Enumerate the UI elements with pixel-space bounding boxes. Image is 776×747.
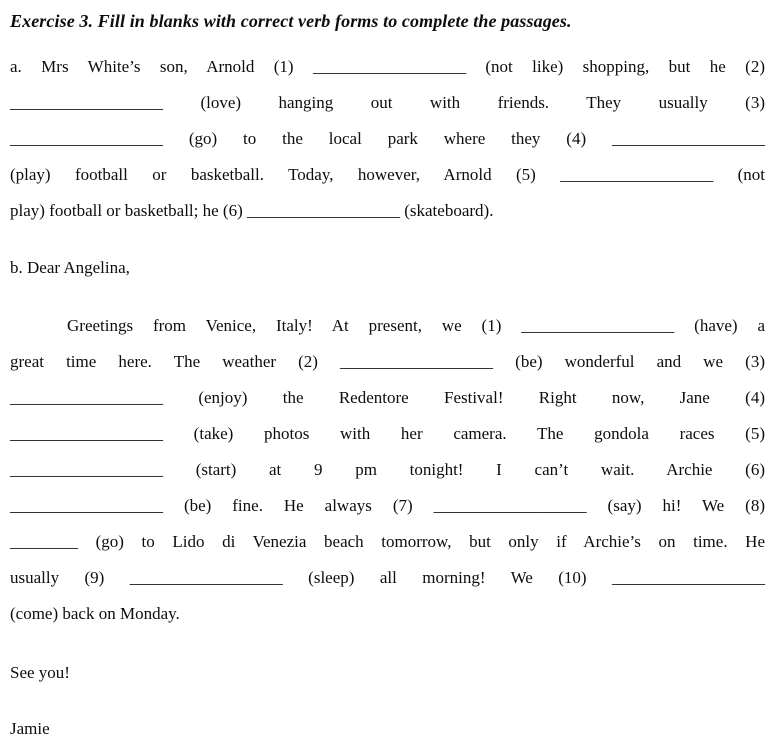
letter-line: __________________ (enjoy) the Redentore Festival! Right now, Jane (4) [10,388,765,407]
passage-a-line: (play) football or basketball. Today, however, Arnold (5) __________________ (not [10,165,765,184]
letter-line: (come) back on Monday. [10,604,180,623]
exercise-title: Exercise 3. Fill in blanks with correct verb forms to complete the passages. [10,11,572,31]
passage-a [10,49,765,229]
letter-line: great time here. The weather (2) __________________ (be) wonderful and we (3) [10,352,765,371]
passage-a-line: play) football or basketball; he (6) __________________ (skateboard). [10,201,494,220]
letter-line: __________________ (be) fine. He always (7) __________________ (say) hi! We (8) [10,496,765,515]
passage-b-letter [10,308,765,632]
letter-line: ________ (go) to Lido di Venezia beach tomorrow, but only if Archie’s on time. He [10,532,765,551]
letter-line: Greetings from Venice, Italy! At present, we (1) __________________ (have) a [67,316,765,335]
letter-signature: Jamie [10,719,50,738]
letter-line: __________________ (start) at 9 pm tonight! I can’t wait. Archie (6) [10,460,765,479]
passage-b-salutation: b. Dear Angelina, [10,258,130,277]
passage-a-line: a. Mrs White’s son, Arnold (1) __________________ (not like) shopping, but he (2) [10,57,765,76]
letter-line: usually (9) __________________ (sleep) all morning! We (10) __________________ [10,568,765,587]
passage-a-line: __________________ (love) hanging out with friends. They usually (3) [10,93,765,112]
passage-a-line: __________________ (go) to the local park where they (4) __________________ [10,129,765,148]
letter-line: __________________ (take) photos with her camera. The gondola races (5) [10,424,765,443]
letter-closing: See you! [10,663,70,682]
